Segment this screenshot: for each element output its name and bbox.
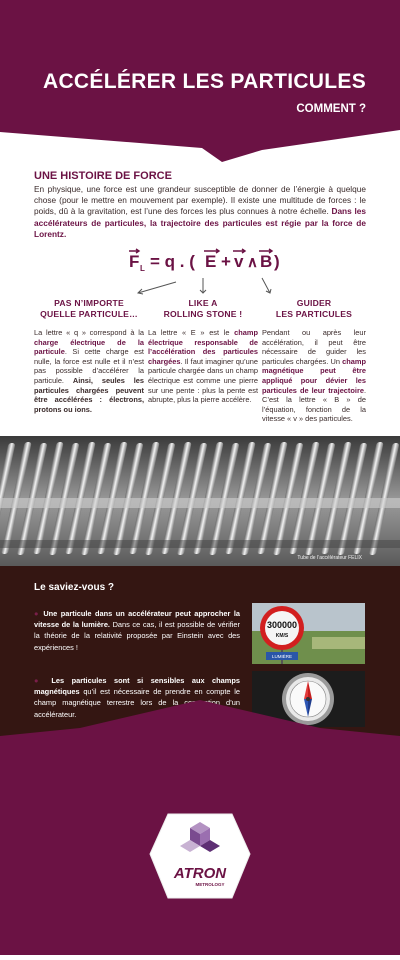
column-electric-title-line2: ROLLING STONE ! <box>163 309 243 319</box>
bullet-icon: ● <box>34 676 44 685</box>
intro-bold-text: Dans les accélérateurs de particules, la trajectoire des particules est régie par la force de Lorentz. <box>34 206 366 239</box>
formula-f: F <box>129 252 140 271</box>
column-charge-text <box>34 328 144 414</box>
col2-text-b: . Il faut imaginer qu’une particule chargée dans un champ électrique est comme une pierre sur une pente : plus la pente est abrupte, plus la pierre accélère. <box>148 356 258 405</box>
section-title-force: UNE HISTOIRE DE FORCE <box>34 170 172 182</box>
logo-sub: METROLOGY <box>195 882 225 887</box>
column-magnetic-title-line1: GUIDER <box>296 298 332 308</box>
formula-pointer-arrows <box>0 0 400 300</box>
sign-value: 300000 <box>266 620 298 630</box>
column-charge <box>34 298 144 414</box>
column-charge-title-line2: QUELLE PARTICULE… <box>40 309 138 319</box>
column-electric-title-line1: LIKE A <box>188 298 218 308</box>
col2-text-a: La lettre « E » est le <box>148 328 235 337</box>
formula-eq: = q . ( <box>150 252 195 271</box>
logo-badge-icon <box>148 806 252 910</box>
fact1-bold: Une particule dans un accélérateur peut approcher la vitesse de la lumière. <box>34 609 240 630</box>
column-magnetic-title <box>262 298 366 320</box>
formula-b: B <box>260 252 273 271</box>
col3-text-b: . C’est la lettre « B » de l’équation, fonction de la vitesse « v » des particules. <box>262 385 366 424</box>
page-subtitle: COMMENT ? <box>296 103 366 115</box>
col1-text-a: La lettre « q » correspond à la <box>34 328 144 337</box>
intro-text: En physique, une force est une grandeur susceptible de donner de l’énergie à quelque chose (pour le mettre en mouvement par exemple). Il existe une multitude de forces : le poids, dû à la gravitation, est l’une des forces les plus connues à notre échelle. <box>34 184 366 217</box>
fact1-text: Dans ce cas, il est possible de vérifier la théorie de la relativité proposée par Einstein avec des expériences ! <box>34 620 240 652</box>
speed-limit-sign-photo <box>252 603 365 664</box>
formula-e: E <box>205 252 217 271</box>
col3-bold-a: champ magnétique peut être appliqué pour dévier les particules de leur trajectoire <box>262 356 366 395</box>
accelerator-tube-image <box>0 436 400 566</box>
did-you-know-title: Le saviez-vous ? <box>34 582 115 593</box>
col1-bold-a: charge électrique de la particule <box>34 337 144 357</box>
fact2-bold: Les particules sont si sensibles aux champs magnétiques <box>34 676 240 697</box>
fact-speed-of-light <box>34 608 240 653</box>
formula-sub: L <box>140 264 145 273</box>
formula-plus: + <box>221 252 231 271</box>
bullet-icon: ● <box>34 609 40 618</box>
col2-bold-a: champ électrique responsable de l’accélération des particules chargées <box>148 328 258 366</box>
atron-logo <box>148 806 252 910</box>
formula-wedge: ∧ <box>247 254 258 271</box>
column-electric-text <box>148 328 258 405</box>
column-magnetic-text <box>262 328 366 424</box>
column-electric-title <box>148 298 258 320</box>
accelerator-photo <box>0 436 400 566</box>
column-magnetic <box>262 298 366 424</box>
col1-bold-b: Ainsi, seules les particules chargées peuvent être accélérées : électrons, protons ou ions. <box>34 375 144 414</box>
speed-sign-image <box>252 603 365 664</box>
fact2-text: qu’il est nécessaire de prendre en compte le champ magnétique terrestre lors de la conception d’un accélérateur. <box>34 687 240 719</box>
sign-unit: KM/S <box>275 633 289 639</box>
column-electric <box>148 298 258 405</box>
column-charge-title <box>34 298 144 320</box>
column-charge-title-line1: PAS N’IMPORTE <box>54 298 124 308</box>
formula-close: ) <box>274 252 280 271</box>
page-title: ACCÉLÉRER LES PARTICULES <box>43 70 366 93</box>
column-magnetic-title-line2: LES PARTICULES <box>275 309 353 319</box>
formula-v: v <box>234 252 244 271</box>
col3-text-a: Pendant ou après leur accélération, il peut être nécessaire de guider les particules chargées. Un <box>262 328 366 366</box>
logo-name: ATRON <box>173 865 227 882</box>
col1-text-b: . Si cette charge est nulle, la force est nulle et il n’est pas possible d’accélérer la particule. <box>34 347 144 385</box>
photo-credit: Tube de l’accélérateur FELIX <box>297 555 362 561</box>
sign-plate: LUMIÈRE <box>271 654 293 659</box>
